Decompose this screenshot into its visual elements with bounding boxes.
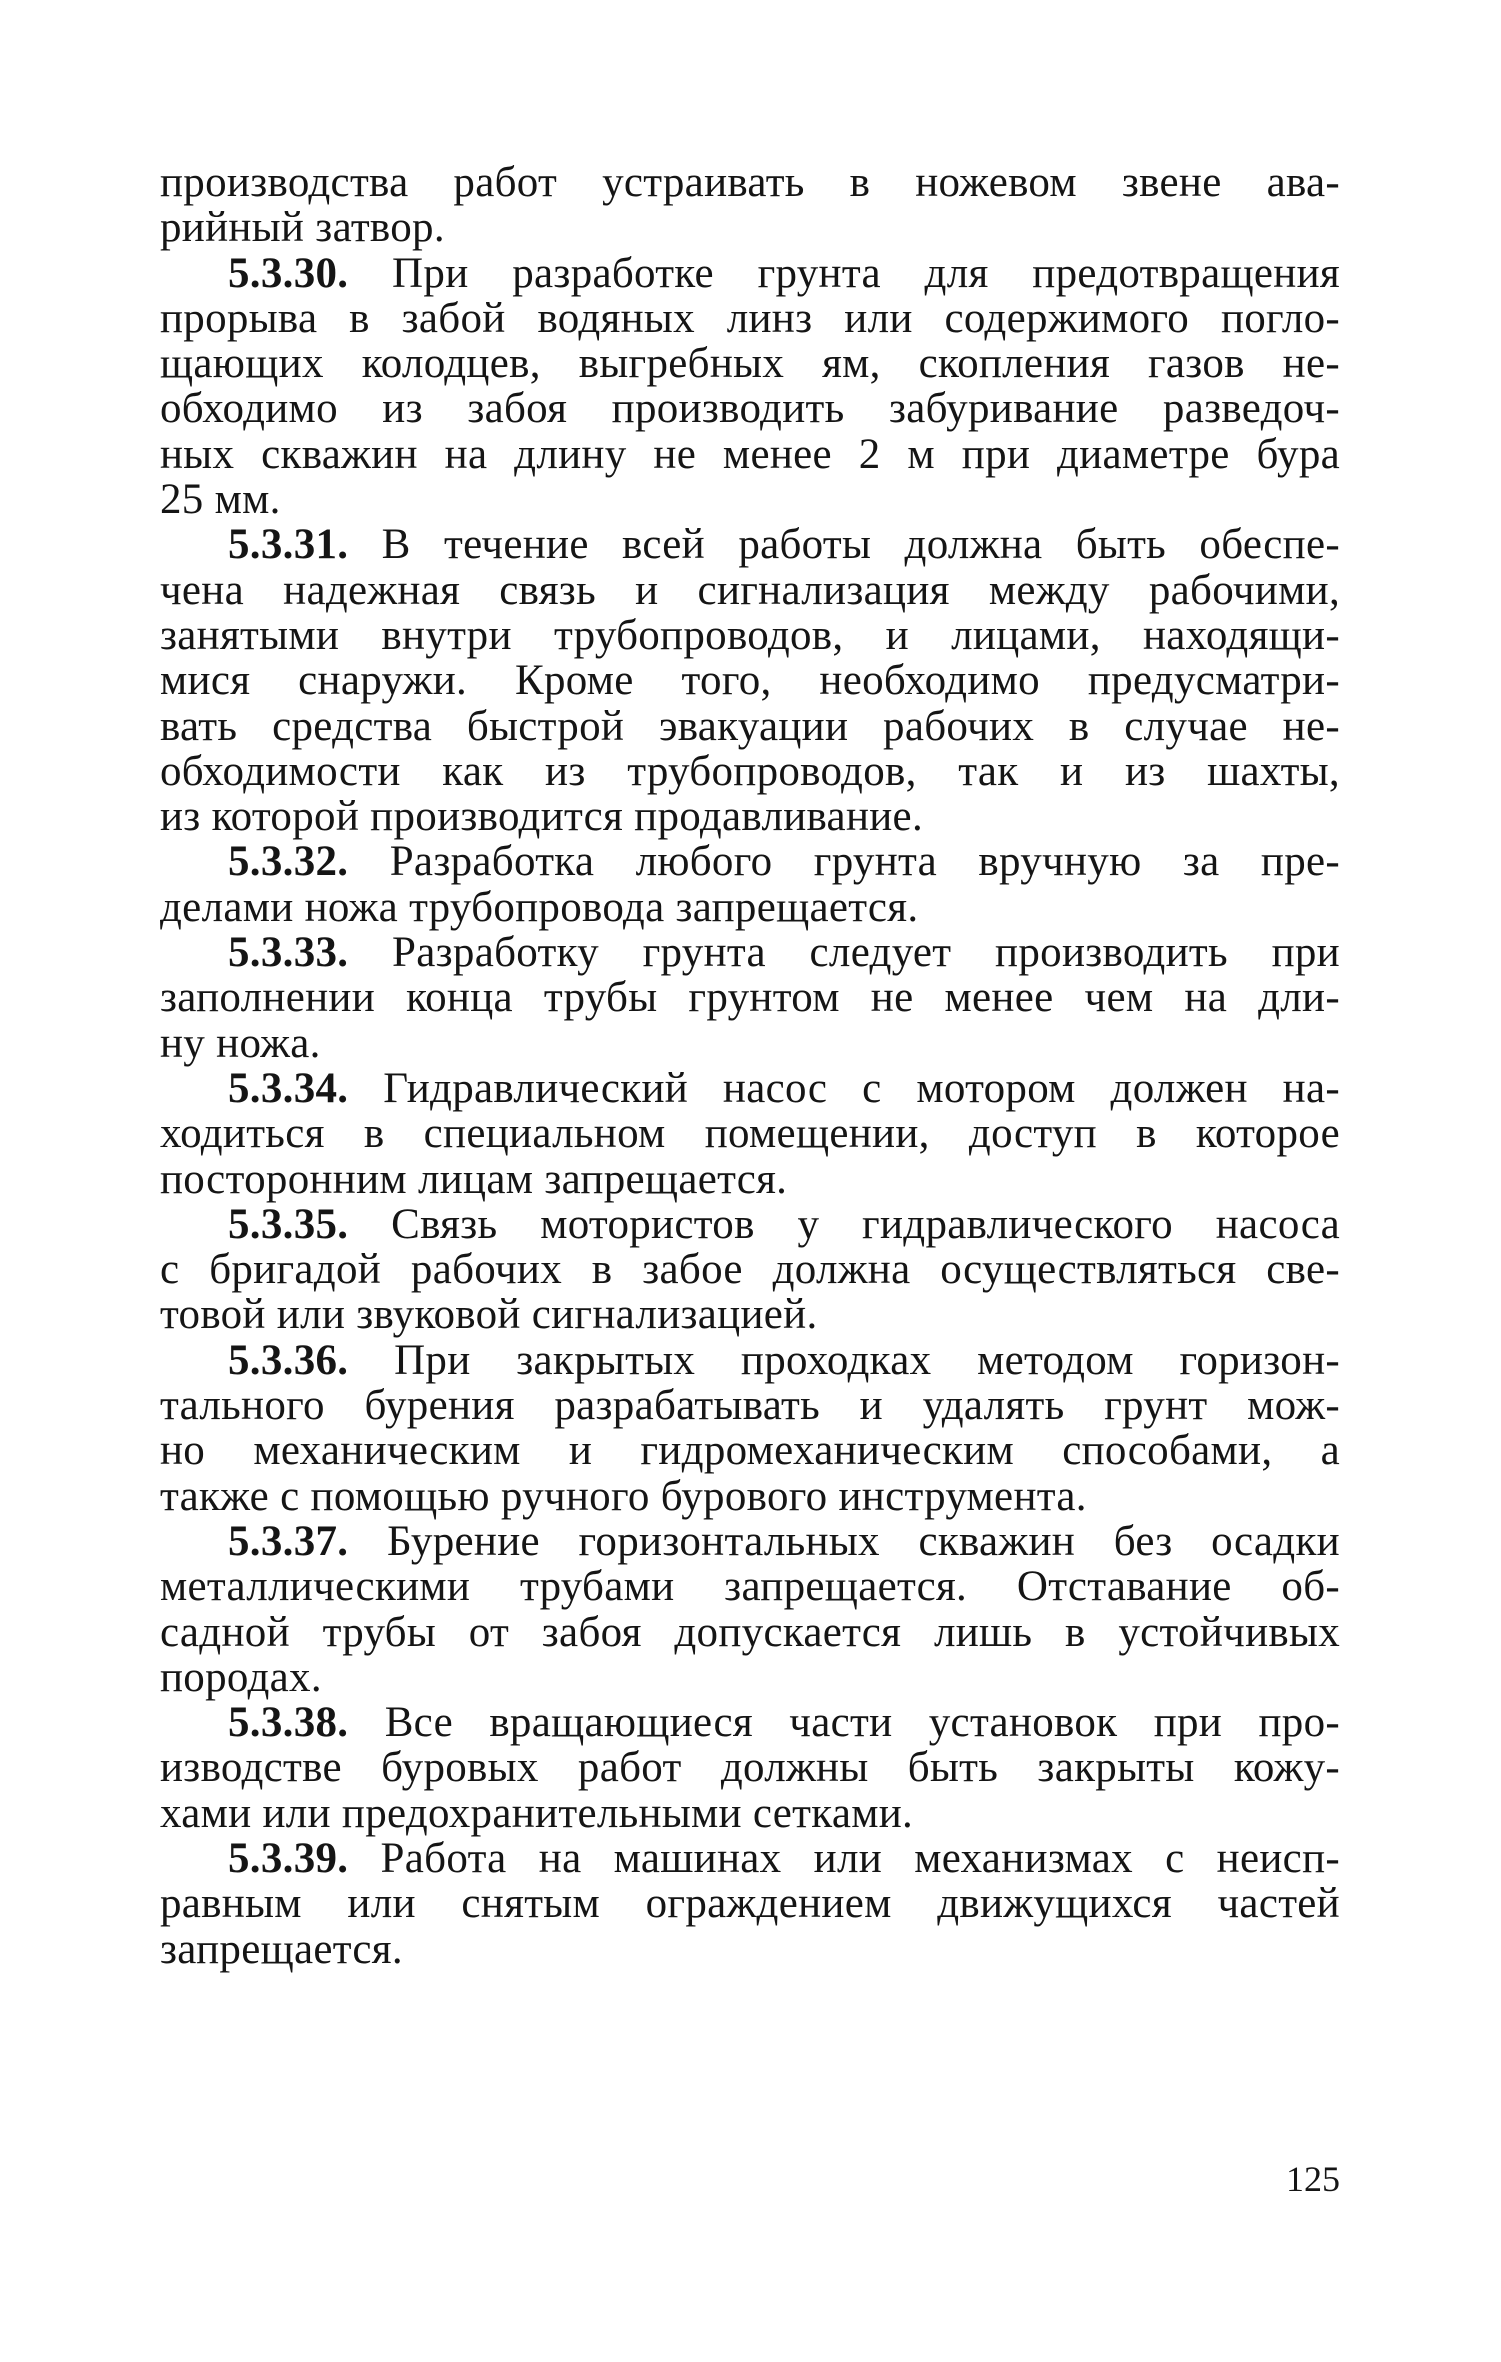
text-line: из которой производится продавливание. — [160, 793, 923, 841]
text-line: запрещается. — [160, 1925, 403, 1973]
text-line: занятыми внутри трубопроводов, и лицами, находящи- — [160, 611, 1340, 659]
text-line: рийный затвор. — [160, 204, 445, 252]
paragraph-5-3-36 — [160, 1338, 1340, 1519]
clause-number: 5.3.32. — [228, 838, 349, 886]
text-line: обходимости как из трубопроводов, так и из шахты, — [160, 747, 1340, 795]
text-line: 5.3.39. Работа на машинах или механизмах с неисп- — [228, 1834, 1340, 1882]
clause-number: 5.3.30. — [228, 249, 349, 297]
paragraph-5-3-34 — [160, 1066, 1340, 1202]
text-line: производства работ устраивать в ножевом звене ава- — [160, 159, 1340, 206]
paragraph-5-3-30 — [160, 251, 1340, 523]
page-number: 125 — [1286, 2159, 1340, 2199]
clause-number: 5.3.38. — [228, 1699, 349, 1747]
text-line: товой или звуковой сигнализацией. — [160, 1291, 818, 1339]
paragraph-5-3-37 — [160, 1519, 1340, 1700]
clause-number: 5.3.33. — [228, 929, 349, 977]
paragraph-5-3-38 — [160, 1700, 1340, 1836]
text-line: 5.3.35. Связь мотористов у гидравлического насоса — [228, 1200, 1340, 1248]
text-line: прорыва в забой водяных линз или содержимого погло- — [160, 294, 1340, 342]
text-line: изводстве буровых работ должны быть закрыты кожу- — [160, 1744, 1340, 1792]
text-line: заполнении конца трубы грунтом не менее чем на дли- — [160, 974, 1340, 1022]
clause-number: 5.3.31. — [228, 521, 349, 569]
clause-number: 5.3.34. — [228, 1064, 349, 1112]
text-line: 5.3.36. При закрытых проходках методом горизон- — [228, 1336, 1340, 1384]
clause-number: 5.3.36. — [228, 1336, 349, 1384]
paragraph-5-3-35 — [160, 1202, 1340, 1338]
text-line: ных скважин на длину не менее 2 м при диаметре бура — [160, 430, 1340, 478]
text-line: посторонним лицам запрещается. — [160, 1155, 788, 1203]
text-line: породах. — [160, 1653, 322, 1701]
text-line: обходимо из забоя производить забуривание разведоч- — [160, 385, 1340, 433]
text-line: равным или снятым ограждением движущихся частей — [160, 1880, 1340, 1928]
text-line: 5.3.31. В течение всей работы должна быть обеспе- — [228, 521, 1340, 569]
paragraph-5-3-32 — [160, 839, 1340, 930]
paragraph-5-3-39 — [160, 1836, 1340, 1972]
text-line: 25 мм. — [160, 476, 281, 524]
text-line: с бригадой рабочих в забое должна осуществляться све- — [160, 1246, 1340, 1294]
text-line: ну ножа. — [160, 1019, 321, 1067]
text-line: металлическими трубами запрещается. Отставание об- — [160, 1563, 1340, 1611]
text-line: 5.3.38. Все вращающиеся части установок при про- — [228, 1699, 1340, 1747]
text-line: 5.3.33. Разработку грунта следует производить при — [228, 929, 1340, 977]
text-line: тального бурения разрабатывать и удалять грунт мож- — [160, 1382, 1340, 1430]
text-line: хами или предохранительными сетками. — [160, 1789, 914, 1837]
text-line: 5.3.37. Бурение горизонтальных скважин без осадки — [228, 1517, 1340, 1565]
clause-number: 5.3.37. — [228, 1517, 349, 1565]
text-line: мися снаружи. Кроме того, необходимо предусматри- — [160, 657, 1340, 705]
text-line: щающих колодцев, выгребных ям, скопления газов не- — [160, 340, 1340, 388]
text-line: делами ножа трубопровода запрещается. — [160, 883, 919, 931]
text-line: но механическим и гидромеханическим способами, а — [160, 1427, 1340, 1475]
clause-number: 5.3.35. — [228, 1200, 349, 1248]
clause-number: 5.3.39. — [228, 1834, 349, 1882]
paragraph-continuation — [160, 160, 1340, 251]
text-line: чена надежная связь и сигнализация между рабочими, — [160, 566, 1340, 614]
document-body — [160, 160, 1340, 1972]
text-line: также с помощью ручного бурового инструмента. — [160, 1472, 1087, 1520]
text-line: 5.3.30. При разработке грунта для предотвращения — [228, 249, 1340, 297]
text-line: садной трубы от забоя допускается лишь в устойчивых — [160, 1608, 1340, 1656]
text-line: ходиться в специальном помещении, доступ в которое — [160, 1110, 1340, 1158]
text-line: 5.3.32. Разработка любого грунта вручную за пре- — [228, 838, 1340, 886]
paragraph-5-3-31 — [160, 522, 1340, 839]
text-line: вать средства быстрой эвакуации рабочих в случае не- — [160, 702, 1340, 750]
text-line: 5.3.34. Гидравлический насос с мотором должен на- — [228, 1064, 1340, 1112]
paragraph-5-3-33 — [160, 930, 1340, 1066]
